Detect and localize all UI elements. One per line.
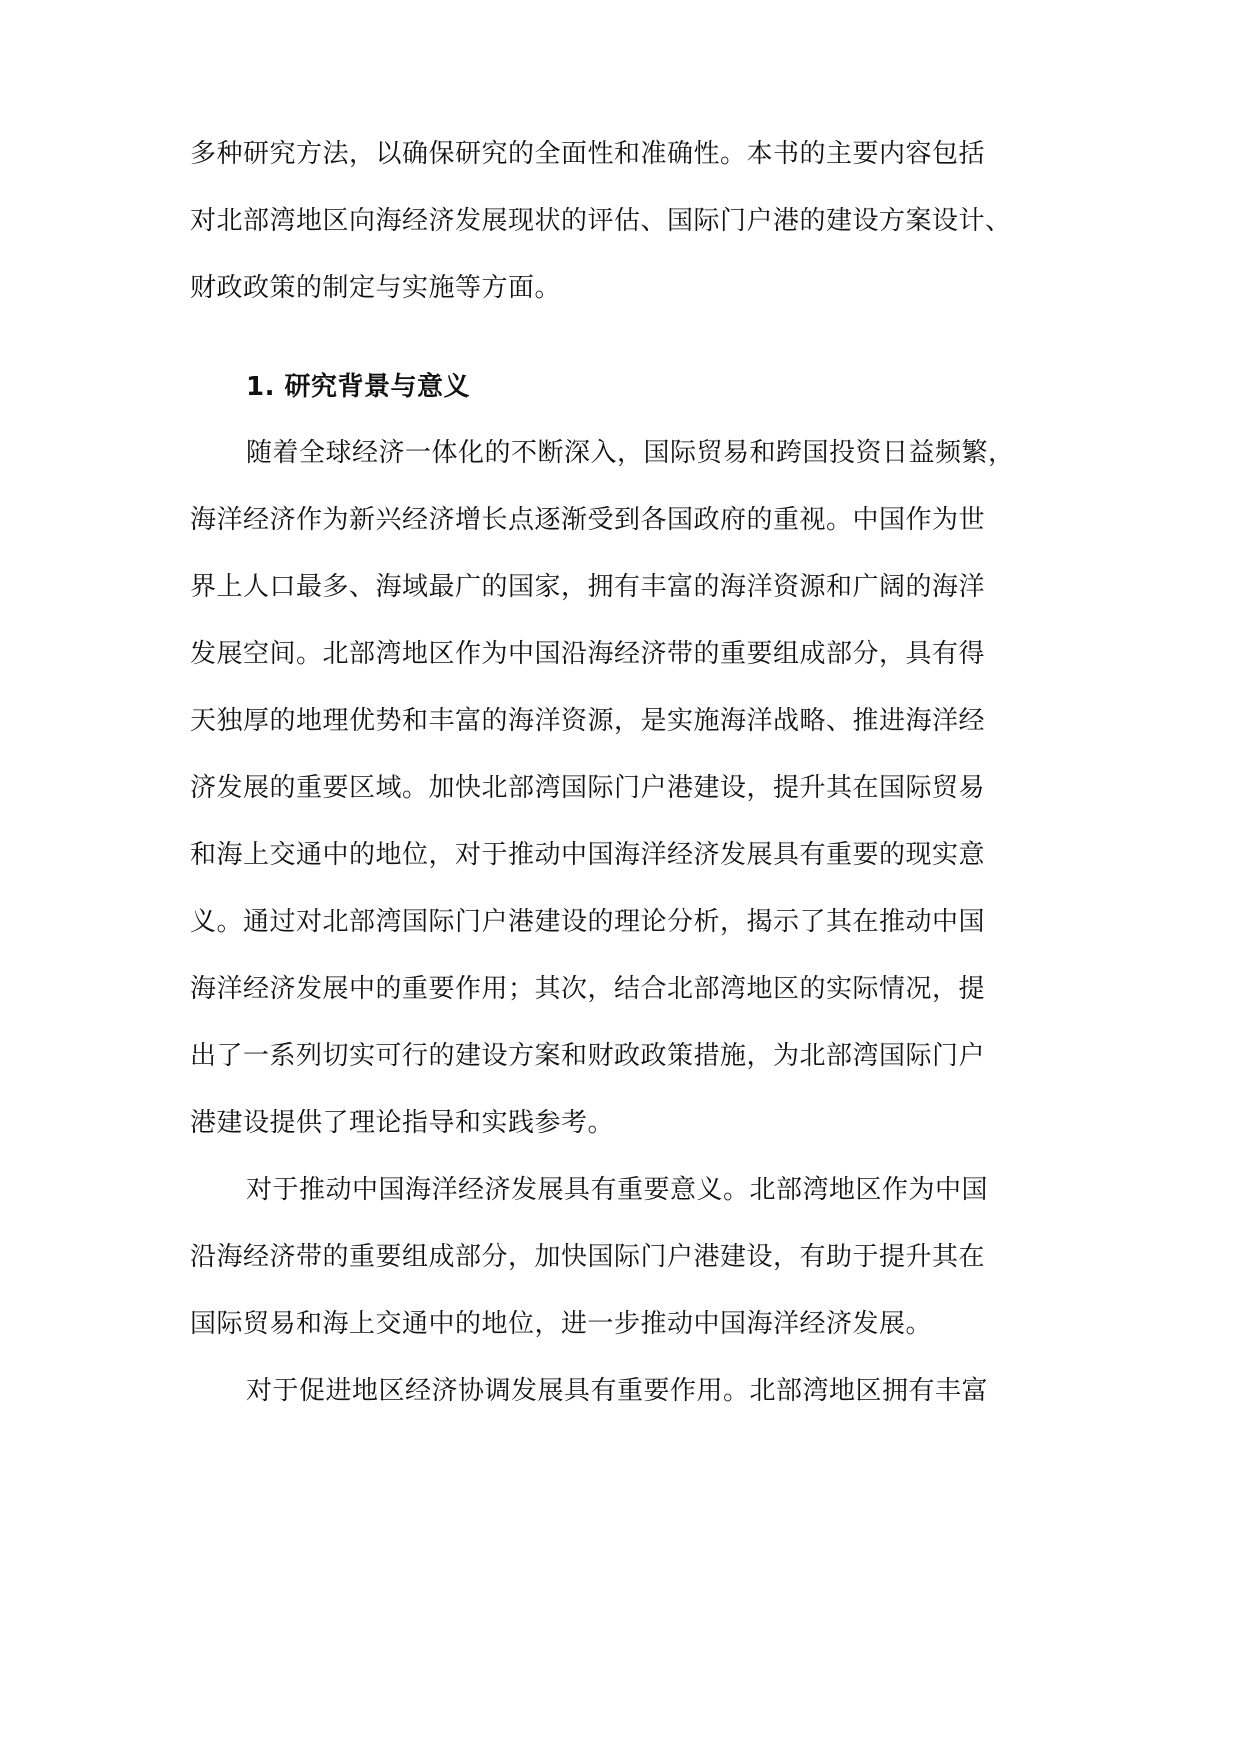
section-heading: 1. 研究背景与意义 <box>246 372 471 402</box>
para2-line-3: 国际贸易和海上交通中的地位，进一步推动中国海洋经济发展。 <box>190 1309 933 1339</box>
para2-line-2: 沿海经济带的重要组成部分，加快国际门户港建设，有助于提升其在 <box>190 1242 986 1272</box>
para1-line-3: 界上人口最多、海域最广的国家，拥有丰富的海洋资源和广阔的海洋 <box>190 572 986 602</box>
para1-line-5: 天独厚的地理优势和丰富的海洋资源，是实施海洋战略、推进海洋经 <box>190 706 986 736</box>
intro-line-2: 对北部湾地区向海经济发展现状的评估、国际门户港的建设方案设计、 <box>190 206 1012 236</box>
para1-line-10: 出了一系列切实可行的建设方案和财政政策措施，为北部湾国际门户 <box>190 1041 986 1071</box>
para1-line-9: 海洋经济发展中的重要作用；其次，结合北部湾地区的实际情况，提 <box>190 974 986 1004</box>
para1-line-1: 随着全球经济一体化的不断深入，国际贸易和跨国投资日益频繁， <box>246 438 1015 468</box>
para1-line-8: 义。通过对北部湾国际门户港建设的理论分析，揭示了其在推动中国 <box>190 907 986 937</box>
intro-line-3: 财政政策的制定与实施等方面。 <box>190 273 562 303</box>
para1-line-6: 济发展的重要区域。加快北部湾国际门户港建设，提升其在国际贸易 <box>190 773 986 803</box>
para1-line-11: 港建设提供了理论指导和实践参考。 <box>190 1108 615 1138</box>
para1-line-2: 海洋经济作为新兴经济增长点逐渐受到各国政府的重视。中国作为世 <box>190 505 986 535</box>
para1-line-4: 发展空间。北部湾地区作为中国沿海经济带的重要组成部分，具有得 <box>190 639 986 669</box>
para2-line-1: 对于推动中国海洋经济发展具有重要意义。北部湾地区作为中国 <box>246 1175 989 1205</box>
para1-line-7: 和海上交通中的地位，对于推动中国海洋经济发展具有重要的现实意 <box>190 840 986 870</box>
intro-line-1: 多种研究方法，以确保研究的全面性和准确性。本书的主要内容包括 <box>190 139 986 169</box>
para3-line-1: 对于促进地区经济协调发展具有重要作用。北部湾地区拥有丰富 <box>246 1376 989 1406</box>
